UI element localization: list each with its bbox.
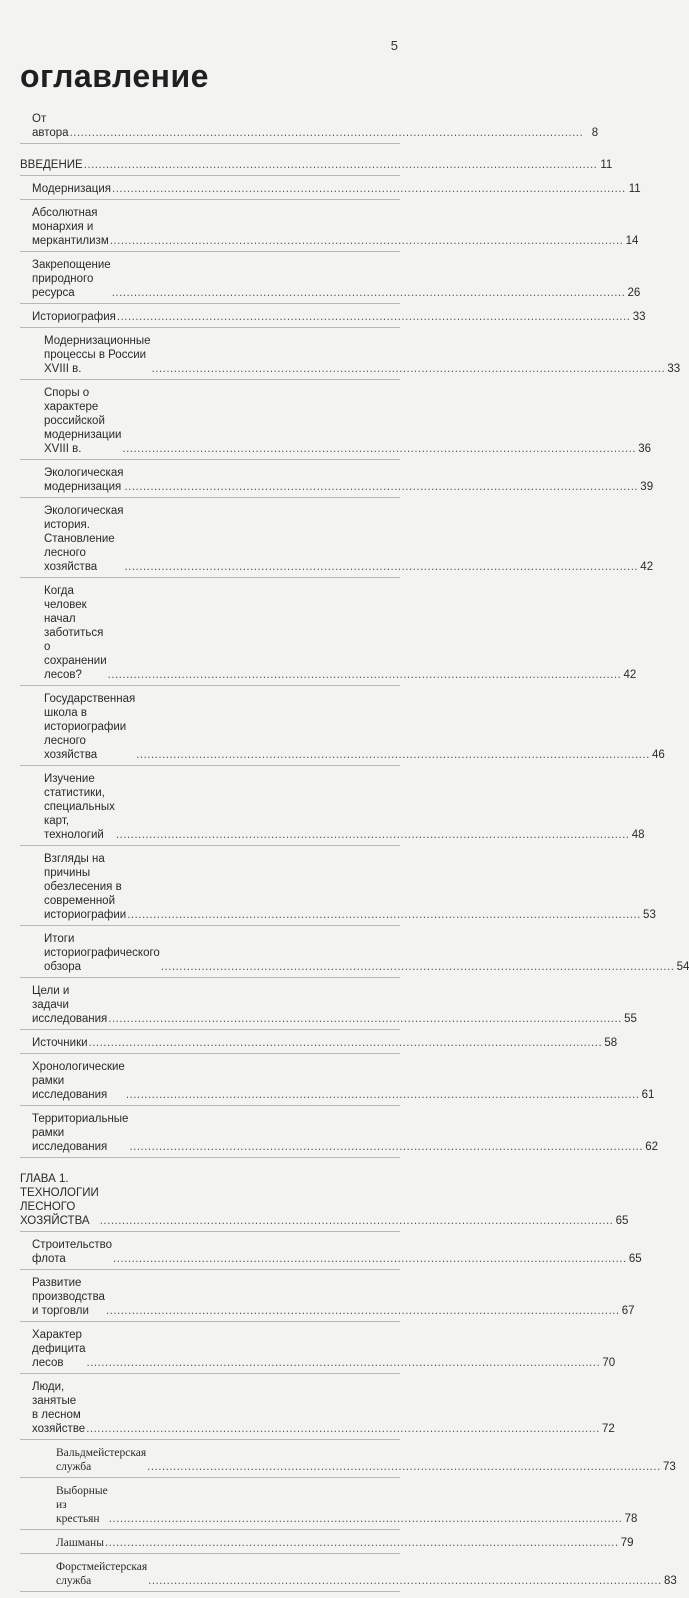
toc-entry-label: Экологическая история. Становление лесного хозяйства — [44, 505, 124, 573]
toc-entry-label: Закрепощение природного ресурса — [32, 259, 111, 299]
toc-leader-dots: ........................................................................................................................................... — [105, 1305, 620, 1317]
toc-entry-label: Форстмейстерская служба — [56, 1561, 148, 1587]
toc-entry-label: Выборные из крестьян — [56, 1485, 108, 1525]
toc-leader-dots: ........................................................................................................................................... — [148, 1575, 662, 1587]
toc-entry[interactable] — [20, 1112, 659, 1158]
toc-entry-label: Историография — [32, 311, 116, 323]
toc-leader-dots: ........................................................................................................................................... — [125, 1089, 640, 1101]
toc-leader-dots: ........................................................................................................................................... — [124, 561, 639, 573]
toc-entry-label: Итоги историографического обзора — [44, 933, 160, 973]
toc-entry[interactable] — [20, 584, 637, 686]
toc-entry-label: Когда человек начал заботиться о сохранении лесов? — [44, 585, 107, 681]
toc-leader-dots: ........................................................................................................................................... — [111, 287, 626, 299]
toc-leader-dots: ........................................................................................................................................... — [129, 1141, 644, 1153]
toc-entry-label: Источники — [32, 1037, 88, 1049]
toc-leader-dots: ........................................................................................................................................... — [113, 1253, 627, 1265]
toc-entry[interactable] — [20, 1446, 676, 1478]
toc-entry-page: 33 — [667, 363, 681, 375]
toc-entry[interactable] — [20, 386, 652, 460]
toc-entry[interactable] — [20, 692, 665, 766]
toc-leader-dots: ........................................................................................................................................... — [160, 961, 675, 973]
page-title: оглавление — [20, 58, 209, 94]
toc-entry[interactable] — [20, 112, 599, 144]
toc-leader-dots: ........................................................................................................................................... — [86, 1423, 600, 1435]
toc-entry-page: 39 — [640, 481, 654, 493]
toc-leader-dots: ........................................................................................................................................... — [99, 1215, 614, 1227]
toc-entry-page: 65 — [628, 1253, 642, 1265]
toc-entry[interactable] — [20, 1328, 616, 1374]
toc-leader-dots: ........................................................................................................................................... — [115, 829, 630, 841]
toc-leader-dots: ........................................................................................................................................... — [108, 1013, 622, 1025]
toc-entry[interactable] — [20, 1060, 655, 1106]
toc-entry[interactable] — [20, 182, 641, 200]
toc-entry-page: 83 — [663, 1575, 677, 1587]
toc-entry-page: 26 — [627, 287, 641, 299]
toc-entry-label: Вальдмейстерская служба — [56, 1447, 147, 1473]
toc-entry[interactable] — [20, 466, 654, 498]
toc-entry-page: 55 — [624, 1013, 637, 1025]
toc-entry-label: Модернизация — [32, 183, 112, 195]
toc-leader-dots: ........................................................................................................................................... — [86, 1357, 601, 1369]
toc-entry-page: 33 — [632, 311, 646, 323]
toc-entry-page: 65 — [615, 1215, 629, 1227]
toc-entry-page: 36 — [638, 443, 652, 455]
toc-leader-dots: ........................................................................................................................................... — [83, 159, 598, 171]
toc-entry[interactable] — [20, 1536, 634, 1554]
toc-entry-page: 79 — [620, 1537, 634, 1549]
toc-entry-page: 11 — [600, 159, 613, 171]
toc-entry[interactable] — [20, 984, 637, 1030]
toc-entry-label: Цели и задачи исследования — [32, 985, 108, 1025]
toc-entry-label: Споры о характере российской модернизации XVIII в. — [44, 387, 122, 455]
toc-entry-page: 72 — [602, 1423, 615, 1435]
toc-entry-label: Государственная школа в историографии лесного хозяйства — [44, 693, 136, 761]
toc-leader-dots: ........................................................................................................................................... — [104, 1537, 619, 1549]
toc-entry-label: Люди, занятые в лесном хозяйстве — [32, 1381, 86, 1435]
toc-entry[interactable] — [20, 1560, 677, 1592]
toc-leader-dots: ........................................................................................................................................... — [112, 183, 626, 195]
toc-entry-page: 53 — [643, 909, 656, 921]
toc-entry-label: Лашманы — [56, 1537, 104, 1549]
toc-leader-dots: ........................................................................................................................................... — [136, 749, 650, 761]
toc-entry-page: 70 — [602, 1357, 616, 1369]
toc-entry-label: Территориальные рамки исследования — [32, 1113, 129, 1153]
table-of-contents — [20, 112, 689, 1598]
toc-leader-dots: ........................................................................................................................................... — [127, 909, 641, 921]
toc-entry-label: Развитие производства и торговли — [32, 1277, 105, 1317]
toc-entry[interactable] — [20, 1172, 629, 1232]
toc-entry-page: 42 — [623, 669, 637, 681]
toc-entry[interactable] — [20, 158, 613, 176]
toc-entry[interactable] — [20, 258, 641, 304]
toc-leader-dots: ........................................................................................................................................... — [107, 669, 622, 681]
toc-entry-page: 8 — [591, 127, 599, 139]
toc-entry-label: ГЛАВА 1. ТЕХНОЛОГИИ ЛЕСНОГО ХОЗЯЙСТВА — [20, 1173, 99, 1227]
toc-entry-label: Хронологические рамки исследования — [32, 1061, 125, 1101]
toc-entry-page: 48 — [631, 829, 645, 841]
toc-entry-page: 46 — [652, 749, 665, 761]
toc-entry-page: 61 — [641, 1089, 655, 1101]
toc-entry[interactable] — [20, 504, 654, 578]
toc-leader-dots: ........................................................................................................................................... — [69, 127, 584, 139]
toc-entry[interactable] — [20, 932, 689, 978]
toc-entry-label: Модернизационные процессы в России XVIII в. — [44, 335, 151, 375]
toc-entry[interactable] — [20, 1484, 638, 1530]
toc-entry-label: ВВЕДЕНИЕ — [20, 159, 83, 171]
toc-entry-label: Строительство флота — [32, 1239, 113, 1265]
toc-entry-page: 78 — [624, 1513, 638, 1525]
toc-entry-page: 54 — [676, 961, 689, 973]
toc-leader-dots: ........................................................................................................................................... — [109, 235, 624, 247]
toc-entry[interactable] — [20, 334, 681, 380]
toc-entry[interactable] — [20, 1380, 615, 1440]
toc-leader-dots: ........................................................................................................................................... — [122, 443, 637, 455]
toc-entry-page: 42 — [640, 561, 654, 573]
toc-entry[interactable] — [20, 1238, 642, 1270]
toc-entry-page: 62 — [645, 1141, 659, 1153]
page-number: 5 — [390, 38, 398, 53]
toc-entry[interactable] — [20, 1036, 618, 1054]
toc-entry-page: 73 — [662, 1461, 676, 1473]
toc-entry-label: Изучение статистики, специальных карт, технологий — [44, 773, 115, 841]
toc-leader-dots: ........................................................................................................................................... — [116, 311, 631, 323]
toc-entry-page: 14 — [625, 235, 639, 247]
toc-entry-page: 11 — [628, 183, 641, 195]
toc-entry-label: Взгляды на причины обезлесения в современной историографии — [44, 853, 127, 921]
toc-leader-dots: ........................................................................................................................................... — [147, 1461, 661, 1473]
toc-entry-page: 67 — [621, 1305, 635, 1317]
toc-entry[interactable] — [20, 310, 646, 328]
toc-entry[interactable] — [20, 852, 656, 926]
toc-leader-dots: ........................................................................................................................................... — [88, 1037, 603, 1049]
toc-entry-label: Экологическая модернизация — [44, 467, 124, 493]
toc-entry[interactable] — [20, 1276, 635, 1322]
toc-entry[interactable] — [20, 206, 639, 252]
toc-leader-dots: ........................................................................................................................................... — [108, 1513, 623, 1525]
toc-entry-page: 58 — [604, 1037, 618, 1049]
toc-leader-dots: ........................................................................................................................................... — [124, 481, 639, 493]
toc-entry-label: От автора — [32, 113, 69, 139]
toc-entry-label: Абсолютная монархия и меркантилизм — [32, 207, 109, 247]
toc-leader-dots: ........................................................................................................................................... — [151, 363, 666, 375]
toc-entry[interactable] — [20, 772, 645, 846]
toc-entry-label: Характер дефицита лесов — [32, 1329, 86, 1369]
